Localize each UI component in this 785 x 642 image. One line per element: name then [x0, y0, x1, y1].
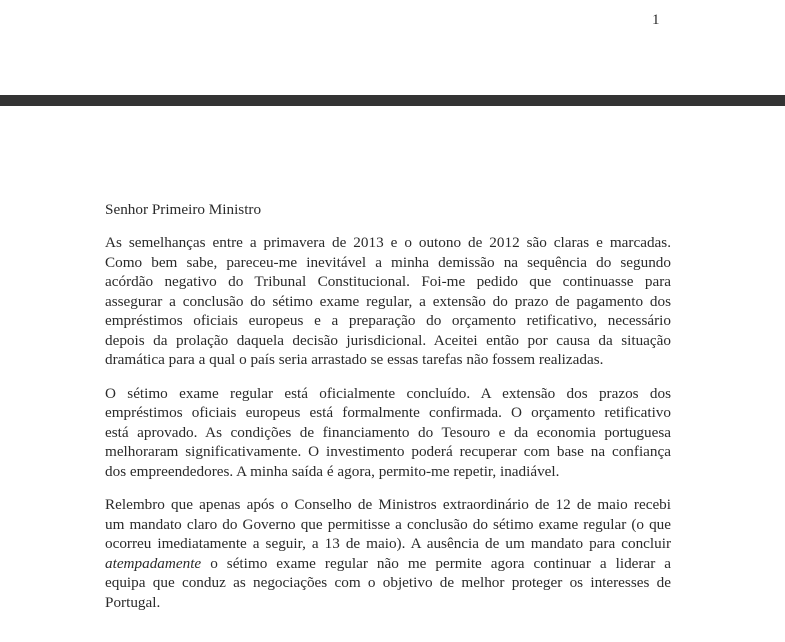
text-line: dramática para a qual o país seria arrastado se essas tarefas não fossem realizadas. [105, 351, 604, 368]
text-line: assegurar a conclusão do sétimo exame regular, a extensão do prazo de pagamento dos [105, 292, 671, 310]
header-divider [0, 95, 785, 106]
text-line: está aprovado. As condições de financiamento do Tesouro e da economia portuguesa [105, 423, 671, 441]
text-line: acórdão negativo do Tribunal Constitucional. Foi-me pedido que continuasse para [105, 273, 671, 290]
text-line: melhoraram significativamente. O investimento poderá recuperar com base na confiança [105, 443, 671, 460]
text-line: Portugal. [105, 593, 161, 611]
text-line: um mandato claro do Governo que permitisse a conclusão do sétimo exame regular (o que [105, 515, 671, 533]
text-line: Como bem sabe, pareceu-me inevitável a minha demissão na sequência do segundo [105, 253, 671, 271]
paragraph-3 [105, 495, 671, 612]
text-line [105, 554, 671, 574]
letter-body [105, 200, 671, 626]
text-segment: o sétimo exame regular não me permite agora continuar a liderar a [210, 554, 672, 572]
text-line: empréstimos oficiais europeus e a preparação do orçamento retificativo, necessário [105, 312, 671, 329]
text-line: depois da prolação daquela decisão jurisdicional. Aceitei então por causa da situação [105, 331, 671, 349]
text-line: Relembro que apenas após o Conselho de Ministros extraordinário de 12 de maio recebi [105, 496, 671, 513]
text-line: empréstimos oficiais europeus está formalmente confirmada. O orçamento retificativo [105, 404, 671, 421]
italic-emphasis: atempadamente [105, 554, 202, 572]
paragraph-1 [105, 233, 671, 370]
text-line: As semelhanças entre a primavera de 2013 e o outono de 2012 são claras e marcadas. [105, 234, 671, 251]
page-number: 1 [652, 12, 660, 28]
salutation: Senhor Primeiro Ministro [105, 201, 262, 218]
paragraph-2 [105, 384, 671, 482]
text-line: O sétimo exame regular está oficialmente concluído. A extensão dos prazos dos [105, 384, 671, 402]
text-line: ocorreu imediatamente a seguir, a 13 de maio). A ausência de um mandato para concluir [105, 535, 671, 552]
text-line: equipa que conduz as negociações com o objetivo de melhor proteger os interesses de [105, 574, 671, 591]
text-line: dos empreendedores. A minha saída é agora, permito-me repetir, inadiável. [105, 462, 560, 480]
